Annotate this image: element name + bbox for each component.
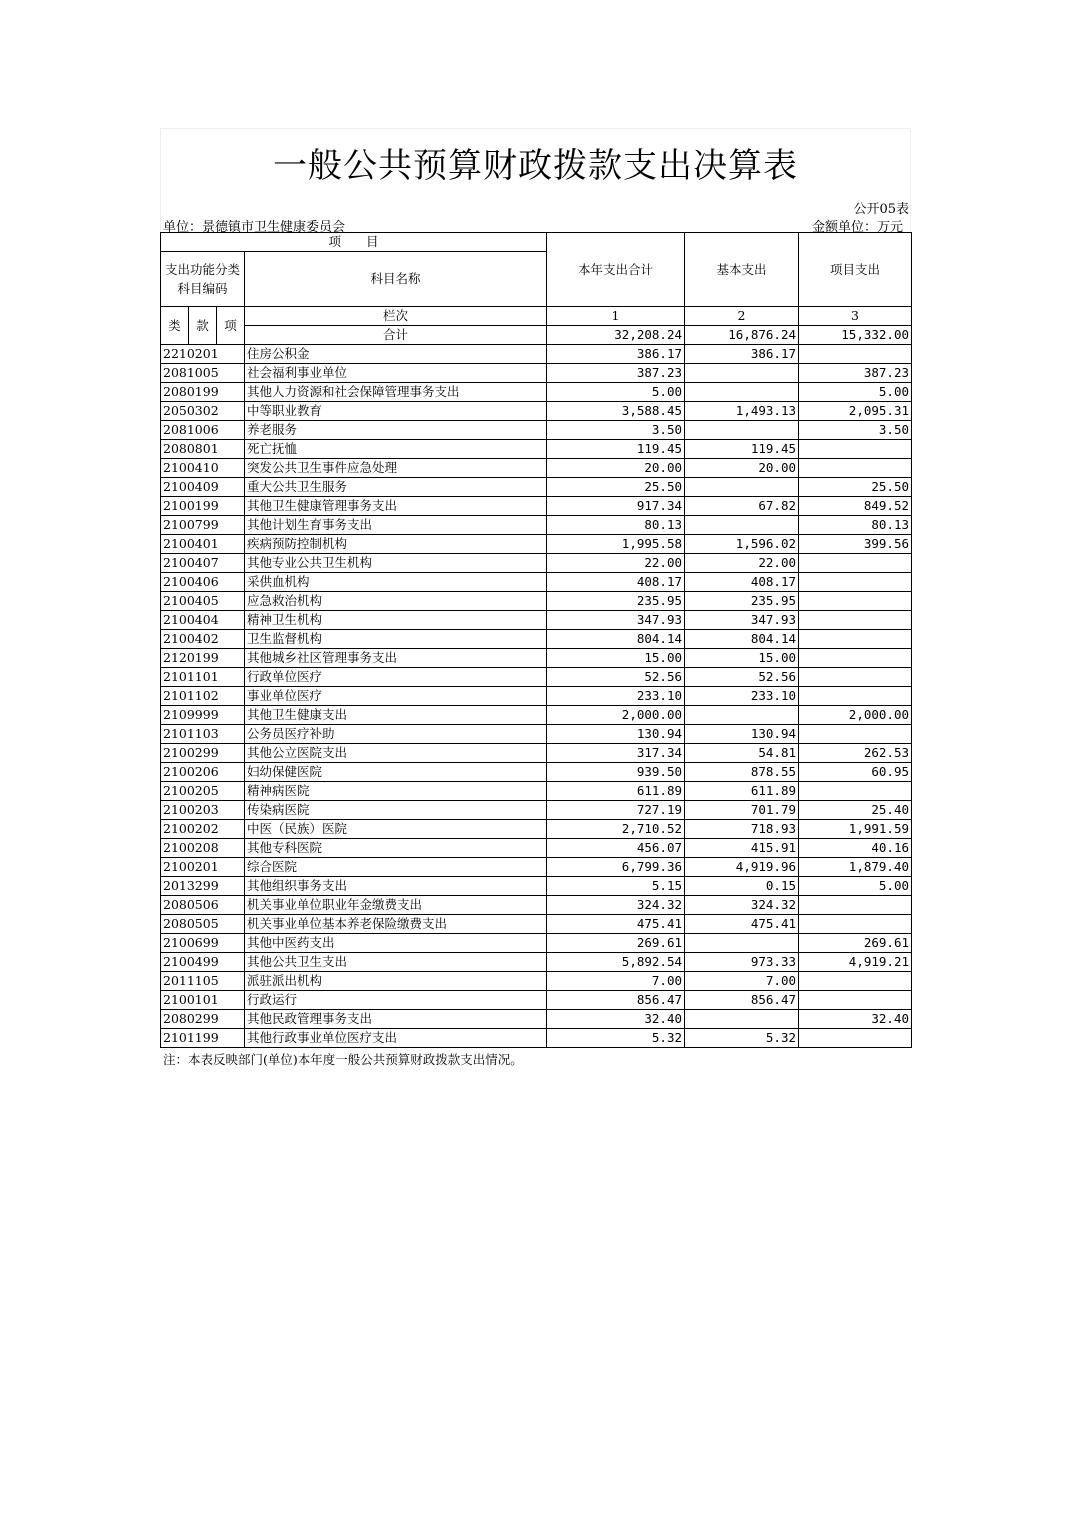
row-name: 公务员医疗补助: [245, 725, 547, 744]
row-code: 2101101: [161, 668, 245, 687]
row-code: 2080199: [161, 383, 245, 402]
table-row: [161, 554, 912, 573]
table-row: [161, 991, 912, 1010]
total-label: 合计: [245, 326, 547, 345]
row-total: 386.17: [547, 345, 685, 364]
amount-unit-label: 金额单位：万元: [811, 220, 903, 235]
row-code: 2100410: [161, 459, 245, 478]
row-project: 5.00: [799, 877, 912, 896]
row-total: 5,892.54: [547, 953, 685, 972]
header-col-total: 本年支出合计: [547, 233, 685, 307]
row-name: 传染病医院: [245, 801, 547, 820]
row-code: 2081006: [161, 421, 245, 440]
row-basic: 15.00: [685, 649, 799, 668]
total-basic: 16,876.24: [685, 326, 799, 345]
row-name: 机关事业单位基本养老保险缴费支出: [245, 915, 547, 934]
row-total: 727.19: [547, 801, 685, 820]
row-total: 347.93: [547, 611, 685, 630]
row-project: [799, 459, 912, 478]
row-total: 387.23: [547, 364, 685, 383]
row-basic: [685, 421, 799, 440]
row-total: 5.32: [547, 1029, 685, 1048]
table-row: [161, 592, 912, 611]
report-title: 一般公共预算财政拨款支出决算表: [273, 146, 798, 186]
row-code: 2013299: [161, 877, 245, 896]
row-total: 3.50: [547, 421, 685, 440]
row-name: 其他城乡社区管理事务支出: [245, 649, 547, 668]
row-name: 精神卫生机构: [245, 611, 547, 630]
row-basic: [685, 364, 799, 383]
row-basic: [685, 706, 799, 725]
row-basic: 973.33: [685, 953, 799, 972]
row-code: 2080299: [161, 1010, 245, 1029]
table-row: [161, 421, 912, 440]
row-total: 130.94: [547, 725, 685, 744]
table-row: [161, 668, 912, 687]
row-name: 其他计划生育事务支出: [245, 516, 547, 535]
row-name: 事业单位医疗: [245, 687, 547, 706]
row-basic: 408.17: [685, 573, 799, 592]
row-basic: 67.82: [685, 497, 799, 516]
table-row: [161, 440, 912, 459]
row-project: 5.00: [799, 383, 912, 402]
row-code: 2210201: [161, 345, 245, 364]
row-name: 其他人力资源和社会保障管理事务支出: [245, 383, 547, 402]
table-row: [161, 497, 912, 516]
table-row: [161, 858, 912, 877]
row-project: 269.61: [799, 934, 912, 953]
unit-label: 单位：景德镇市卫生健康委员会: [163, 220, 346, 235]
row-name: 中医（民族）医院: [245, 820, 547, 839]
row-code: 2100299: [161, 744, 245, 763]
row-basic: 1,493.13: [685, 402, 799, 421]
row-basic: 235.95: [685, 592, 799, 611]
row-project: 25.40: [799, 801, 912, 820]
row-name: 机关事业单位职业年金缴费支出: [245, 896, 547, 915]
row-project: [799, 972, 912, 991]
row-basic: 119.45: [685, 440, 799, 459]
row-name: 其他卫生健康支出: [245, 706, 547, 725]
row-project: 849.52: [799, 497, 912, 516]
row-project: [799, 915, 912, 934]
header-xiang: 项: [217, 307, 245, 345]
row-code: 2080506: [161, 896, 245, 915]
header-col-basic: 基本支出: [685, 233, 799, 307]
row-project: 40.16: [799, 839, 912, 858]
table-row: [161, 896, 912, 915]
row-project: [799, 345, 912, 364]
table-row: [161, 744, 912, 763]
row-total: 20.00: [547, 459, 685, 478]
row-total: 917.34: [547, 497, 685, 516]
row-total: 475.41: [547, 915, 685, 934]
row-name: 妇幼保健医院: [245, 763, 547, 782]
row-name: 采供血机构: [245, 573, 547, 592]
row-code: 2100202: [161, 820, 245, 839]
header-project: 项 目: [161, 233, 547, 252]
row-name: 其他公立医院支出: [245, 744, 547, 763]
row-total: 324.32: [547, 896, 685, 915]
row-name: 突发公共卫生事件应急处理: [245, 459, 547, 478]
row-project: 32.40: [799, 1010, 912, 1029]
table-row: [161, 934, 912, 953]
header-n1: 1: [547, 307, 685, 326]
row-basic: 804.14: [685, 630, 799, 649]
row-project: [799, 782, 912, 801]
row-project: 399.56: [799, 535, 912, 554]
row-name: 其他民政管理事务支出: [245, 1010, 547, 1029]
row-name: 其他专业公共卫生机构: [245, 554, 547, 573]
row-code: 2100407: [161, 554, 245, 573]
row-project: [799, 573, 912, 592]
row-name: 行政运行: [245, 991, 547, 1010]
row-project: 4,919.21: [799, 953, 912, 972]
row-project: 262.53: [799, 744, 912, 763]
table-row: [161, 535, 912, 554]
row-name: 养老服务: [245, 421, 547, 440]
table-row: [161, 915, 912, 934]
row-basic: 4,919.96: [685, 858, 799, 877]
row-code: 2101199: [161, 1029, 245, 1048]
row-name: 其他公共卫生支出: [245, 953, 547, 972]
table-row: [161, 972, 912, 991]
row-project: 2,095.31: [799, 402, 912, 421]
row-project: [799, 896, 912, 915]
row-code: 2101102: [161, 687, 245, 706]
row-total: 2,000.00: [547, 706, 685, 725]
table-row: [161, 459, 912, 478]
row-basic: 878.55: [685, 763, 799, 782]
row-basic: 233.10: [685, 687, 799, 706]
row-total: 2,710.52: [547, 820, 685, 839]
row-basic: 701.79: [685, 801, 799, 820]
row-name: 住房公积金: [245, 345, 547, 364]
footnote: 注：本表反映部门(单位)本年度一般公共预算财政拨款支出情况。: [163, 1052, 523, 1067]
row-total: 235.95: [547, 592, 685, 611]
total-project: 15,332.00: [799, 326, 912, 345]
row-total: 6,799.36: [547, 858, 685, 877]
table-row: [161, 516, 912, 535]
row-total: 7.00: [547, 972, 685, 991]
row-project: [799, 554, 912, 573]
row-name: 重大公共卫生服务: [245, 478, 547, 497]
table-row: [161, 953, 912, 972]
row-basic: 130.94: [685, 725, 799, 744]
row-total: 939.50: [547, 763, 685, 782]
row-name: 中等职业教育: [245, 402, 547, 421]
row-total: 5.15: [547, 877, 685, 896]
row-code: 2100203: [161, 801, 245, 820]
table-row: [161, 364, 912, 383]
row-name: 卫生监督机构: [245, 630, 547, 649]
row-total: 408.17: [547, 573, 685, 592]
row-code: 2080505: [161, 915, 245, 934]
row-code: 2101103: [161, 725, 245, 744]
row-code: 2100101: [161, 991, 245, 1010]
row-code: 2100406: [161, 573, 245, 592]
row-code: 2081005: [161, 364, 245, 383]
row-project: [799, 440, 912, 459]
row-project: 387.23: [799, 364, 912, 383]
row-total: 52.56: [547, 668, 685, 687]
row-code: 2100206: [161, 763, 245, 782]
header-lanci: 栏次: [245, 307, 547, 326]
table-row: [161, 801, 912, 820]
row-project: 3.50: [799, 421, 912, 440]
row-basic: 856.47: [685, 991, 799, 1010]
row-name: 其他专科医院: [245, 839, 547, 858]
row-total: 804.14: [547, 630, 685, 649]
row-basic: [685, 1010, 799, 1029]
row-name: 综合医院: [245, 858, 547, 877]
row-code: 2080801: [161, 440, 245, 459]
table-row: [161, 649, 912, 668]
row-basic: 7.00: [685, 972, 799, 991]
table-row: [161, 706, 912, 725]
row-code: 2109999: [161, 706, 245, 725]
table-row: [161, 402, 912, 421]
row-basic: 54.81: [685, 744, 799, 763]
row-project: 1,879.40: [799, 858, 912, 877]
row-total: 80.13: [547, 516, 685, 535]
row-project: 2,000.00: [799, 706, 912, 725]
row-code: 2050302: [161, 402, 245, 421]
row-name: 其他中医药支出: [245, 934, 547, 953]
row-code: 2100401: [161, 535, 245, 554]
total-sum: 32,208.24: [547, 326, 685, 345]
table-row: [161, 345, 912, 364]
row-total: 317.34: [547, 744, 685, 763]
row-project: [799, 630, 912, 649]
row-basic: 386.17: [685, 345, 799, 364]
table-row: [161, 839, 912, 858]
row-basic: 611.89: [685, 782, 799, 801]
row-project: [799, 725, 912, 744]
row-basic: 415.91: [685, 839, 799, 858]
row-basic: 475.41: [685, 915, 799, 934]
row-basic: [685, 516, 799, 535]
row-project: [799, 1029, 912, 1048]
row-code: 2100499: [161, 953, 245, 972]
header-name-label: 科目名称: [245, 252, 547, 307]
row-basic: 324.32: [685, 896, 799, 915]
row-total: 269.61: [547, 934, 685, 953]
header-code-label: 支出功能分类科目编码: [161, 252, 245, 307]
table-row: [161, 687, 912, 706]
row-project: [799, 611, 912, 630]
row-project: [799, 668, 912, 687]
row-project: 1,991.59: [799, 820, 912, 839]
row-basic: 347.93: [685, 611, 799, 630]
table-row: [161, 877, 912, 896]
table-row: [161, 573, 912, 592]
row-code: 2100404: [161, 611, 245, 630]
row-total: 119.45: [547, 440, 685, 459]
row-basic: 718.93: [685, 820, 799, 839]
row-basic: [685, 478, 799, 497]
table-row: [161, 820, 912, 839]
row-basic: [685, 383, 799, 402]
row-basic: 22.00: [685, 554, 799, 573]
row-total: 456.07: [547, 839, 685, 858]
row-total: 25.50: [547, 478, 685, 497]
header-n2: 2: [685, 307, 799, 326]
form-number: 公开05表: [853, 202, 909, 217]
row-project: [799, 649, 912, 668]
row-name: 疾病预防控制机构: [245, 535, 547, 554]
header-kuan: 款: [189, 307, 217, 345]
row-basic: 1,596.02: [685, 535, 799, 554]
row-basic: 5.32: [685, 1029, 799, 1048]
row-code: 2120199: [161, 649, 245, 668]
row-total: 856.47: [547, 991, 685, 1010]
row-name: 派驻派出机构: [245, 972, 547, 991]
row-name: 社会福利事业单位: [245, 364, 547, 383]
table-row: [161, 1010, 912, 1029]
row-project: 60.95: [799, 763, 912, 782]
row-total: 3,588.45: [547, 402, 685, 421]
table-row: [161, 782, 912, 801]
row-name: 其他行政事业单位医疗支出: [245, 1029, 547, 1048]
row-name: 精神病医院: [245, 782, 547, 801]
row-basic: 0.15: [685, 877, 799, 896]
header-lei: 类: [161, 307, 189, 345]
row-code: 2100409: [161, 478, 245, 497]
table-row: [161, 1029, 912, 1048]
row-code: 2100205: [161, 782, 245, 801]
row-code: 2011105: [161, 972, 245, 991]
row-total: 233.10: [547, 687, 685, 706]
row-code: 2100201: [161, 858, 245, 877]
row-total: 5.00: [547, 383, 685, 402]
row-total: 32.40: [547, 1010, 685, 1029]
row-total: 1,995.58: [547, 535, 685, 554]
table-row: [161, 383, 912, 402]
row-basic: 20.00: [685, 459, 799, 478]
row-name: 其他卫生健康管理事务支出: [245, 497, 547, 516]
row-code: 2100199: [161, 497, 245, 516]
row-project: 25.50: [799, 478, 912, 497]
row-total: 22.00: [547, 554, 685, 573]
row-total: 15.00: [547, 649, 685, 668]
table-row: [161, 611, 912, 630]
row-project: [799, 687, 912, 706]
row-project: [799, 991, 912, 1010]
row-basic: [685, 934, 799, 953]
row-name: 行政单位医疗: [245, 668, 547, 687]
table-row: [161, 630, 912, 649]
row-code: 2100699: [161, 934, 245, 953]
row-total: 611.89: [547, 782, 685, 801]
row-code: 2100405: [161, 592, 245, 611]
total-row: [161, 326, 912, 345]
row-code: 2100799: [161, 516, 245, 535]
row-name: 其他组织事务支出: [245, 877, 547, 896]
row-project: 80.13: [799, 516, 912, 535]
header-n3: 3: [799, 307, 912, 326]
header-col-project: 项目支出: [799, 233, 912, 307]
row-name: 死亡抚恤: [245, 440, 547, 459]
row-basic: 52.56: [685, 668, 799, 687]
budget-table: [160, 232, 912, 1048]
table-row: [161, 478, 912, 497]
row-code: 2100402: [161, 630, 245, 649]
row-project: [799, 592, 912, 611]
row-name: 应急救治机构: [245, 592, 547, 611]
table-row: [161, 725, 912, 744]
row-code: 2100208: [161, 839, 245, 858]
table-row: [161, 763, 912, 782]
